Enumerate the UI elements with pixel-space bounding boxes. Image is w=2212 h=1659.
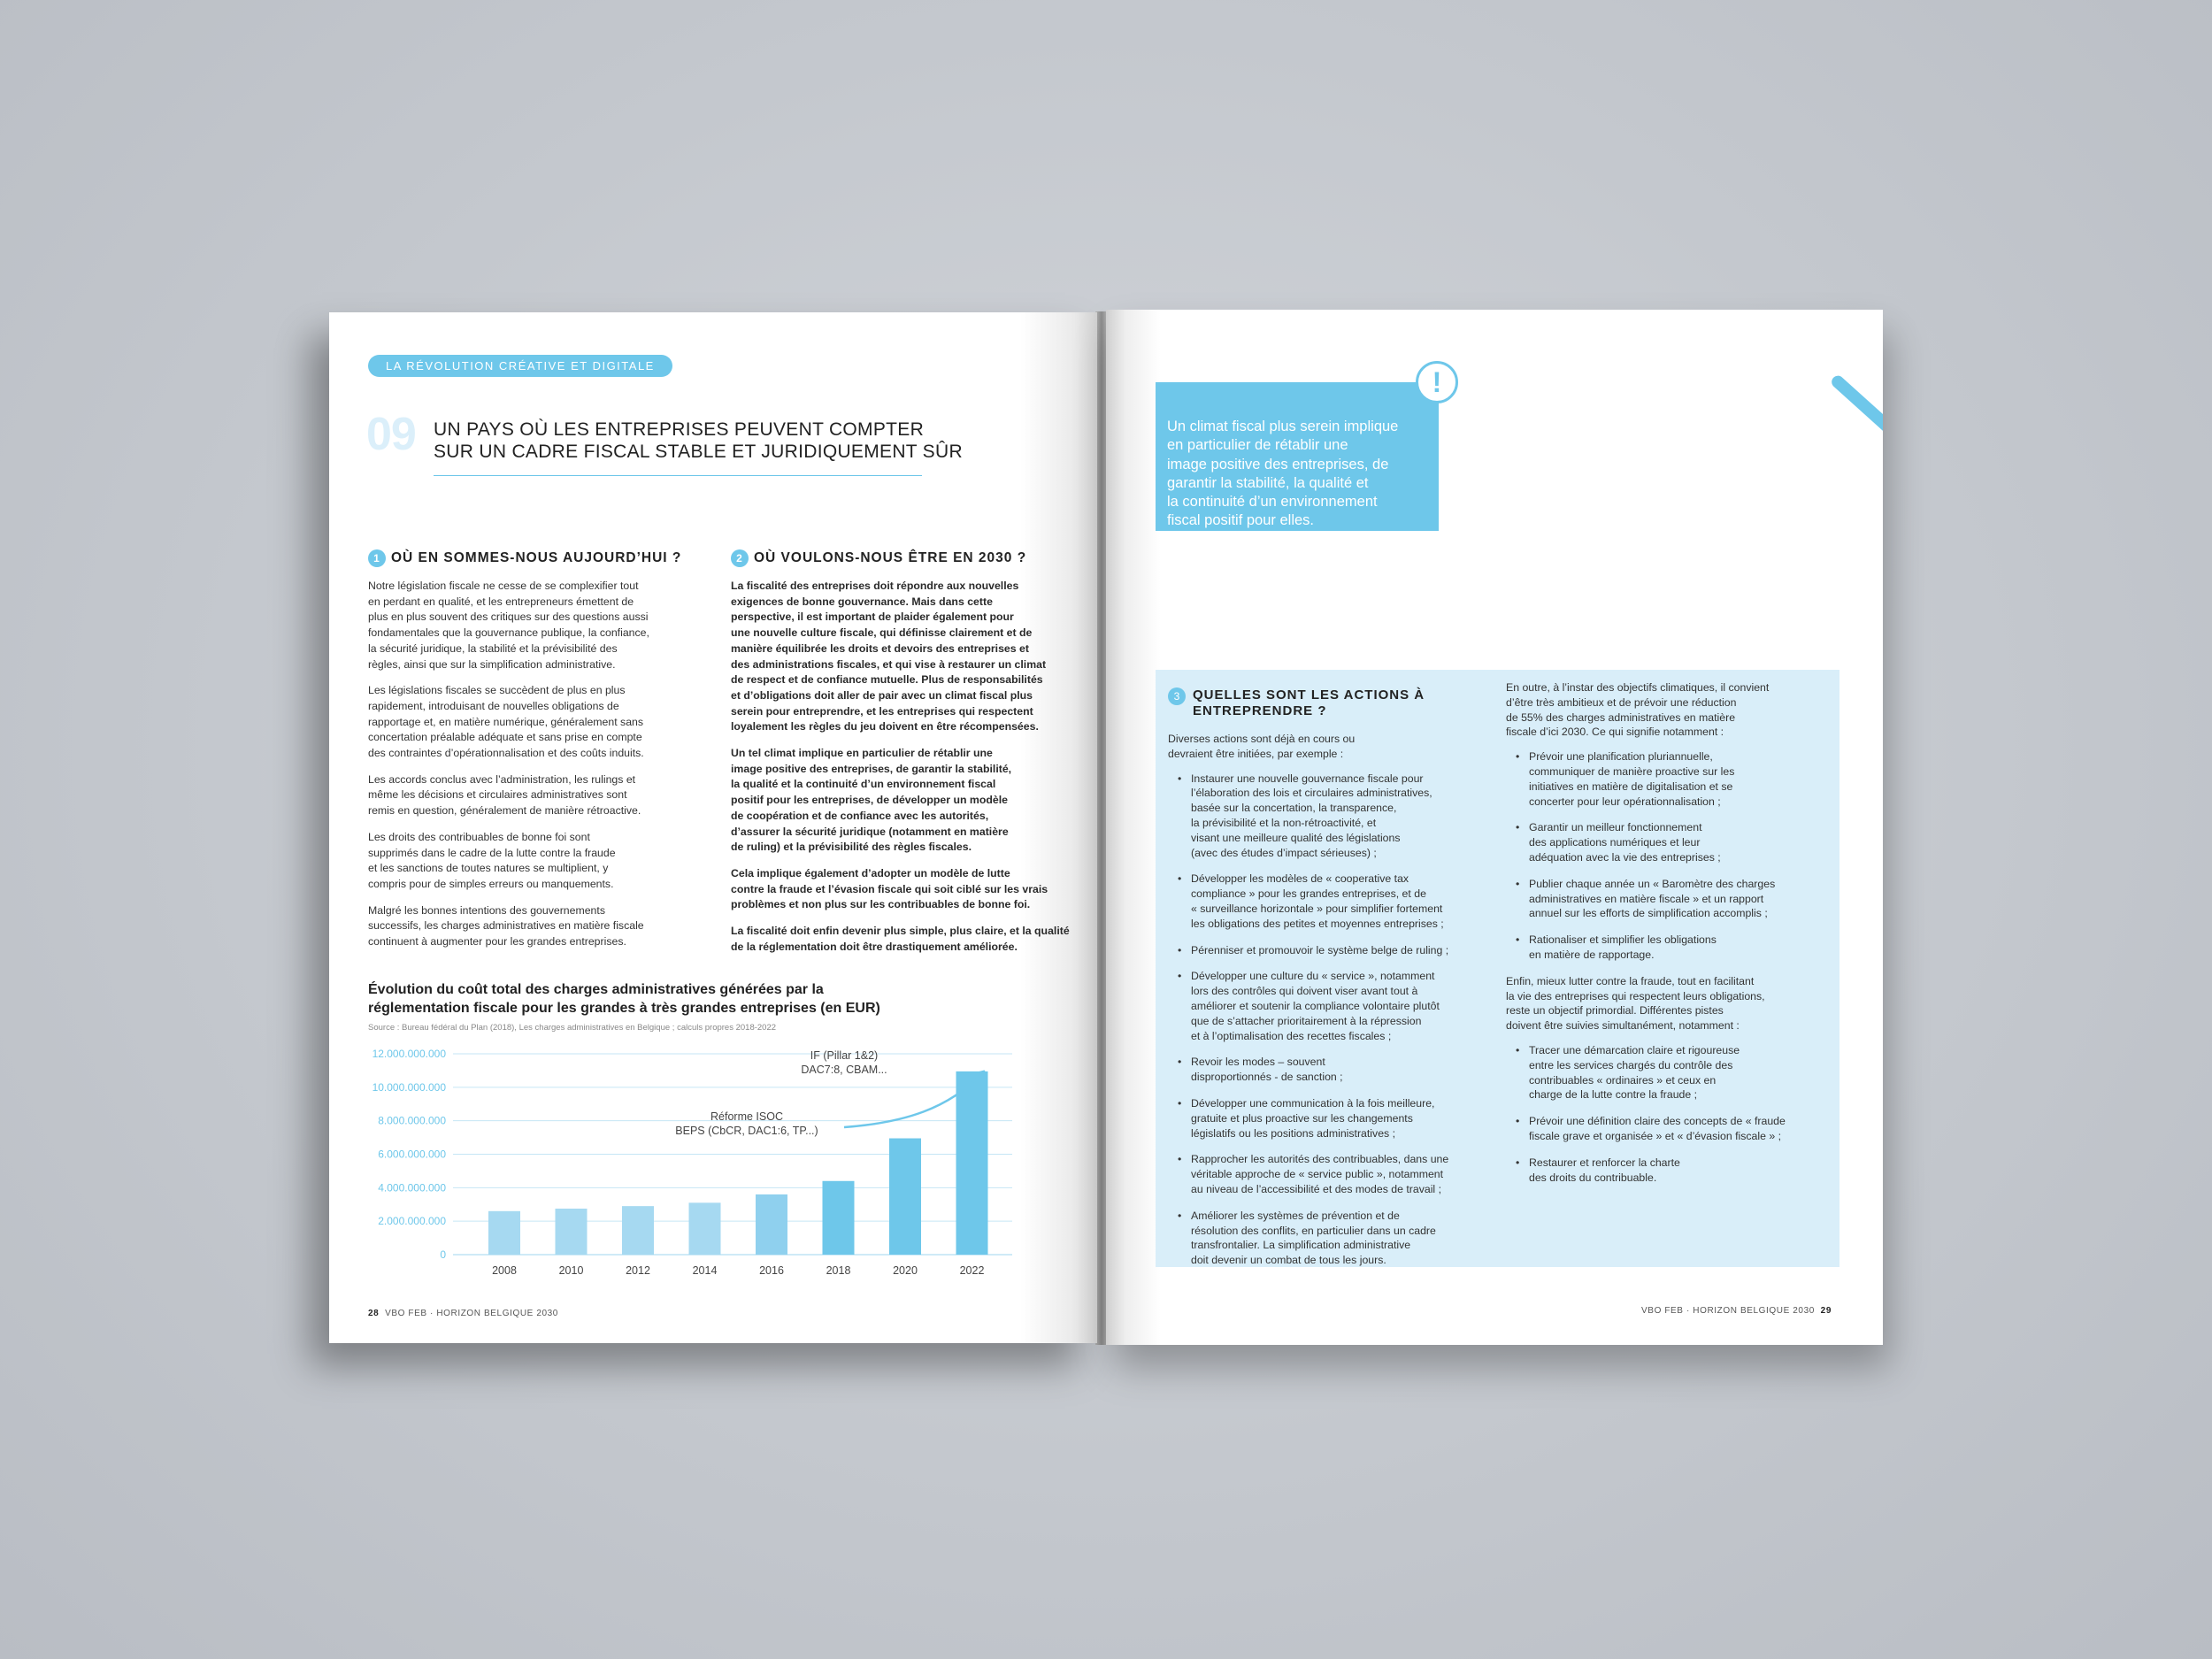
bar-2022 bbox=[956, 1071, 988, 1255]
section-3-heading-text: QUELLES SONT LES ACTIONS À ENTREPRENDRE ? bbox=[1193, 687, 1425, 718]
list-item: • Développer une communication à la fois meilleure, gratuite et plus proactive sur les changements législatifs ou les positions administratives ; bbox=[1168, 1096, 1486, 1141]
section-1 bbox=[368, 549, 722, 961]
section-2-body bbox=[731, 579, 1085, 955]
paragraph: Notre législation fiscale ne cesse de se complexifier tout en perdant en qualité, et les entrepreneurs émettent de plus en plus souvent des critiques sur des questions aussi fondamentales que la gouvernance publique, la confiance, la sécurité juridique, la stabilité et la prévisibilité des règles, ainsi que sur la simplification administrative. bbox=[368, 580, 649, 671]
y-tick-label: 0 bbox=[440, 1248, 446, 1261]
x-tick-label: 2010 bbox=[558, 1264, 584, 1277]
paragraph: Malgré les bonnes intentions des gouvernements successifs, les charges administratives en matière fiscale continuent à augmenter pour les grandes entreprises. bbox=[368, 903, 644, 949]
y-tick-label: 4.000.000.000 bbox=[378, 1181, 446, 1194]
chapter-number: 09 bbox=[366, 409, 416, 460]
x-tick-label: 2018 bbox=[826, 1264, 851, 1277]
annotation-isoc: Réforme ISOC BEPS (CbCR, DAC1:6, TP...) bbox=[675, 1110, 818, 1137]
list-item: • Restaurer et renforcer la charte des droits du contribuable. bbox=[1506, 1156, 1833, 1186]
x-tick-label: 2022 bbox=[959, 1264, 985, 1277]
list-item: • Rapprocher les autorités des contribuables, dans une véritable approche de « service public », notamment au niveau de l’accessibilité et des modes de travail ; bbox=[1168, 1152, 1486, 1196]
callout-text: Un climat fiscal plus serein implique en particulier de rétablir une image positive des entreprises, de garantir la stabilité, la qualité et la continuité d’un environnement fiscal positif pour elles. bbox=[1167, 419, 1399, 529]
section-3-heading bbox=[1168, 687, 1486, 719]
list-item: • Tracer une démarcation claire et rigoureuse entre les services chargés du contrôle des contribuables « ordinaires » et ceux en charge de la lutte contre la fraude ; bbox=[1506, 1043, 1833, 1102]
actions-column-right bbox=[1506, 680, 1833, 1196]
section-2-heading-text: OÙ VOULONS-NOUS ÊTRE EN 2030 ? bbox=[754, 550, 1027, 566]
actions-list-right-2 bbox=[1506, 1043, 1833, 1185]
bar-2018 bbox=[823, 1181, 855, 1255]
page-title: UN PAYS OÙ LES ENTREPRISES PEUVENT COMPTER SUR UN CADRE FISCAL STABLE ET JURIDIQUEMENT SÛR bbox=[434, 419, 963, 462]
exclamation-icon: ! bbox=[1416, 361, 1458, 403]
list-item: • Garantir un meilleur fonctionnement des applications numériques et leur adéquation avec la vie des entreprises ; bbox=[1506, 820, 1833, 864]
page-number: 28 bbox=[368, 1309, 380, 1318]
section-1-heading-text: OÙ EN SOMMES-NOUS AUJOURD’HUI ? bbox=[391, 550, 682, 566]
paragraph: La fiscalité des entreprises doit répondre aux nouvelles exigences de bonne gouvernance. Mais dans cette perspective, il est important de plaider également pour une nouvelle culture fiscale, qui définisse clairement et de manière équilibrée les droits et devoirs des entreprises et des administrations fiscales, et qui vise à restaurer un climat de respect et de confiance mutuelle. Plus de responsabilités et d’obligations doit aller de pair avec un climat fiscal plus serein pour entreprendre, et les entreprises qui respectent loyalement les règles du jeu doivent en être récompensées. bbox=[731, 580, 1047, 733]
y-tick-label: 6.000.000.000 bbox=[378, 1148, 446, 1161]
paragraph: Enfin, mieux lutter contre la fraude, tout en facilitant la vie des entreprises qui respectent leurs obligations, reste un objectif primordial. Différentes pistes doivent être suivies simultanément, notamment : bbox=[1506, 974, 1765, 1033]
list-item: • Revoir les modes – souvent disproportionnés - de sanction ; bbox=[1168, 1055, 1486, 1085]
actions-column-left bbox=[1168, 732, 1486, 1279]
footer-text: VBO FEB · HORIZON BELGIQUE 2030 bbox=[1641, 1306, 1815, 1316]
paragraph: Les législations fiscales se succèdent de plus en plus rapidement, introduisant de nouvelles obligations de rapportage et, en matière numérique, généralement sans concertation préalable adéquate et sans prise en compte des contraintes d’opérationnalisation et des coûts induits. bbox=[368, 684, 644, 760]
list-item: • Instaurer une nouvelle gouvernance fiscale pour l’élaboration des lois et circulaires administratives, basée sur la concertation, la transparence, la prévisibilité et la non-rétroactivité, et visant une meilleure qualité des législations (avec des études d’impact sérieuses) ; bbox=[1168, 772, 1486, 861]
y-tick-label: 10.000.000.000 bbox=[372, 1080, 446, 1094]
list-item: • Développer les modèles de « cooperative tax compliance » pour les grandes entreprises, et de « surveillance horizontale » pour simplifier fortement les obligations des petites et moyennes entreprises ; bbox=[1168, 872, 1486, 931]
annotation-pillar: IF (Pillar 1&2) DAC7:8, CBAM... bbox=[801, 1049, 887, 1076]
list-item: • Développer une culture du « service », notamment lors des contrôles qui doivent viser avant tout à améliorer et soutenir la compliance volontaire plutôt que de s’attacher prioritairement à la répression et à l’optimalisation des recettes fiscales ; bbox=[1168, 969, 1486, 1043]
y-tick-label: 12.000.000.000 bbox=[372, 1048, 446, 1060]
bar-2020 bbox=[889, 1139, 921, 1255]
list-item: • Améliorer les systèmes de prévention et de résolution des conflits, en particulier dans un cadre transfrontalier. La simplification administrative doit devenir un combat de tous les jours. bbox=[1168, 1209, 1486, 1268]
x-tick-label: 2020 bbox=[893, 1264, 918, 1277]
actions-list-left bbox=[1168, 772, 1486, 1268]
list-item: • Prévoir une planification pluriannuelle, communiquer de manière proactive sur les initiatives en matière de digitalisation et se concerter pour leur opérationnalisation ; bbox=[1506, 749, 1833, 809]
actions-list-right-1 bbox=[1506, 749, 1833, 963]
bar-2010 bbox=[556, 1209, 588, 1255]
section-1-heading bbox=[368, 549, 722, 567]
paragraph: La fiscalité doit enfin devenir plus simple, plus claire, et la qualité de la réglementation doit être drastiquement améliorée. bbox=[731, 925, 1070, 953]
list-item: • Prévoir une définition claire des concepts de « fraude fiscale grave et organisée » et « d’évasion fiscale » ; bbox=[1506, 1114, 1833, 1144]
section-2 bbox=[731, 549, 1085, 965]
paragraph: Cela implique également d’adopter un modèle de lutte contre la fraude et l’évasion fiscale qui soit ciblé sur les vrais problèmes et non plus sur les contribuables de bonne foi. bbox=[731, 866, 1048, 911]
list-item: • Publier chaque année un « Baromètre des charges administratives en matière fiscale » et un rapport annuel sur les efforts de simplification accomplis ; bbox=[1506, 877, 1833, 921]
section-2-number: 2 bbox=[731, 549, 749, 567]
section-3-number: 3 bbox=[1168, 687, 1186, 705]
title-divider bbox=[434, 475, 922, 476]
page-number: 29 bbox=[1820, 1306, 1832, 1316]
section-1-body bbox=[368, 579, 722, 950]
section-2-heading bbox=[731, 549, 1085, 567]
bar-2016 bbox=[756, 1194, 787, 1255]
section-pill: LA RÉVOLUTION CRÉATIVE ET DIGITALE bbox=[368, 355, 672, 377]
x-tick-label: 2014 bbox=[692, 1264, 718, 1277]
list-item: • Pérenniser et promouvoir le système belge de ruling ; bbox=[1168, 943, 1486, 958]
y-tick-label: 2.000.000.000 bbox=[378, 1215, 446, 1228]
left-page bbox=[329, 312, 1097, 1343]
x-tick-label: 2012 bbox=[626, 1264, 650, 1277]
x-tick-label: 2008 bbox=[492, 1264, 517, 1277]
section-1-number: 1 bbox=[368, 549, 386, 567]
paragraph: Un tel climat implique en particulier de rétablir une image positive des entreprises, de garantir la stabilité, la qualité et la continuité d’un environnement fiscal positif pour les entreprises, de développer un modèle de coopération et de confiance avec les autorités, d’assurer la sécurité juridique (notamment en matière de ruling) et la prévisibilité des règles fiscales. bbox=[731, 747, 1012, 854]
footer-text: VBO FEB · HORIZON BELGIQUE 2030 bbox=[385, 1309, 558, 1318]
bar-chart bbox=[329, 1038, 1037, 1286]
paragraph: Les droits des contribuables de bonne foi sont supprimés dans le cadre de la lutte contre la fraude et les sanctions de toutes natures se multiplient, y compris pour de simples erreurs ou manquements. bbox=[368, 830, 616, 890]
bar-2012 bbox=[622, 1206, 654, 1255]
footer-left bbox=[368, 1309, 558, 1318]
callout-box bbox=[1156, 382, 1439, 531]
list-item: • Rationaliser et simplifier les obligations en matière de rapportage. bbox=[1506, 933, 1833, 963]
intro-text: Diverses actions sont déjà en cours ou devraient être initiées, par exemple : bbox=[1168, 733, 1356, 760]
x-tick-label: 2016 bbox=[759, 1264, 784, 1277]
y-tick-label: 8.000.000.000 bbox=[378, 1114, 446, 1127]
paragraph: En outre, à l’instar des objectifs climatiques, il convient d’être très ambitieux et de prévoir une réduction de 55% des charges administratives en matière fiscale d’ici 2030. Ce qui signifie notamment : bbox=[1506, 681, 1770, 739]
right-page bbox=[1106, 310, 1883, 1345]
actions-panel bbox=[1156, 670, 1839, 1267]
decorative-stroke bbox=[1829, 373, 1883, 439]
bar-2014 bbox=[689, 1202, 721, 1255]
paragraph: Les accords conclus avec l’administration, les rulings et même les décisions et circulaires administratives sont remis en question, généralement de manière rétroactive. bbox=[368, 772, 641, 818]
chart-title: Évolution du coût total des charges administratives générées par la réglementation fiscale pour les grandes à très grandes entreprises (en EUR) bbox=[368, 982, 880, 1016]
bar-2008 bbox=[488, 1211, 520, 1255]
footer-right bbox=[1641, 1306, 1832, 1316]
chart-source: Source : Bureau fédéral du Plan (2018), Les charges administratives en Belgique ; calculs propres 2018-2022 bbox=[368, 1023, 777, 1033]
